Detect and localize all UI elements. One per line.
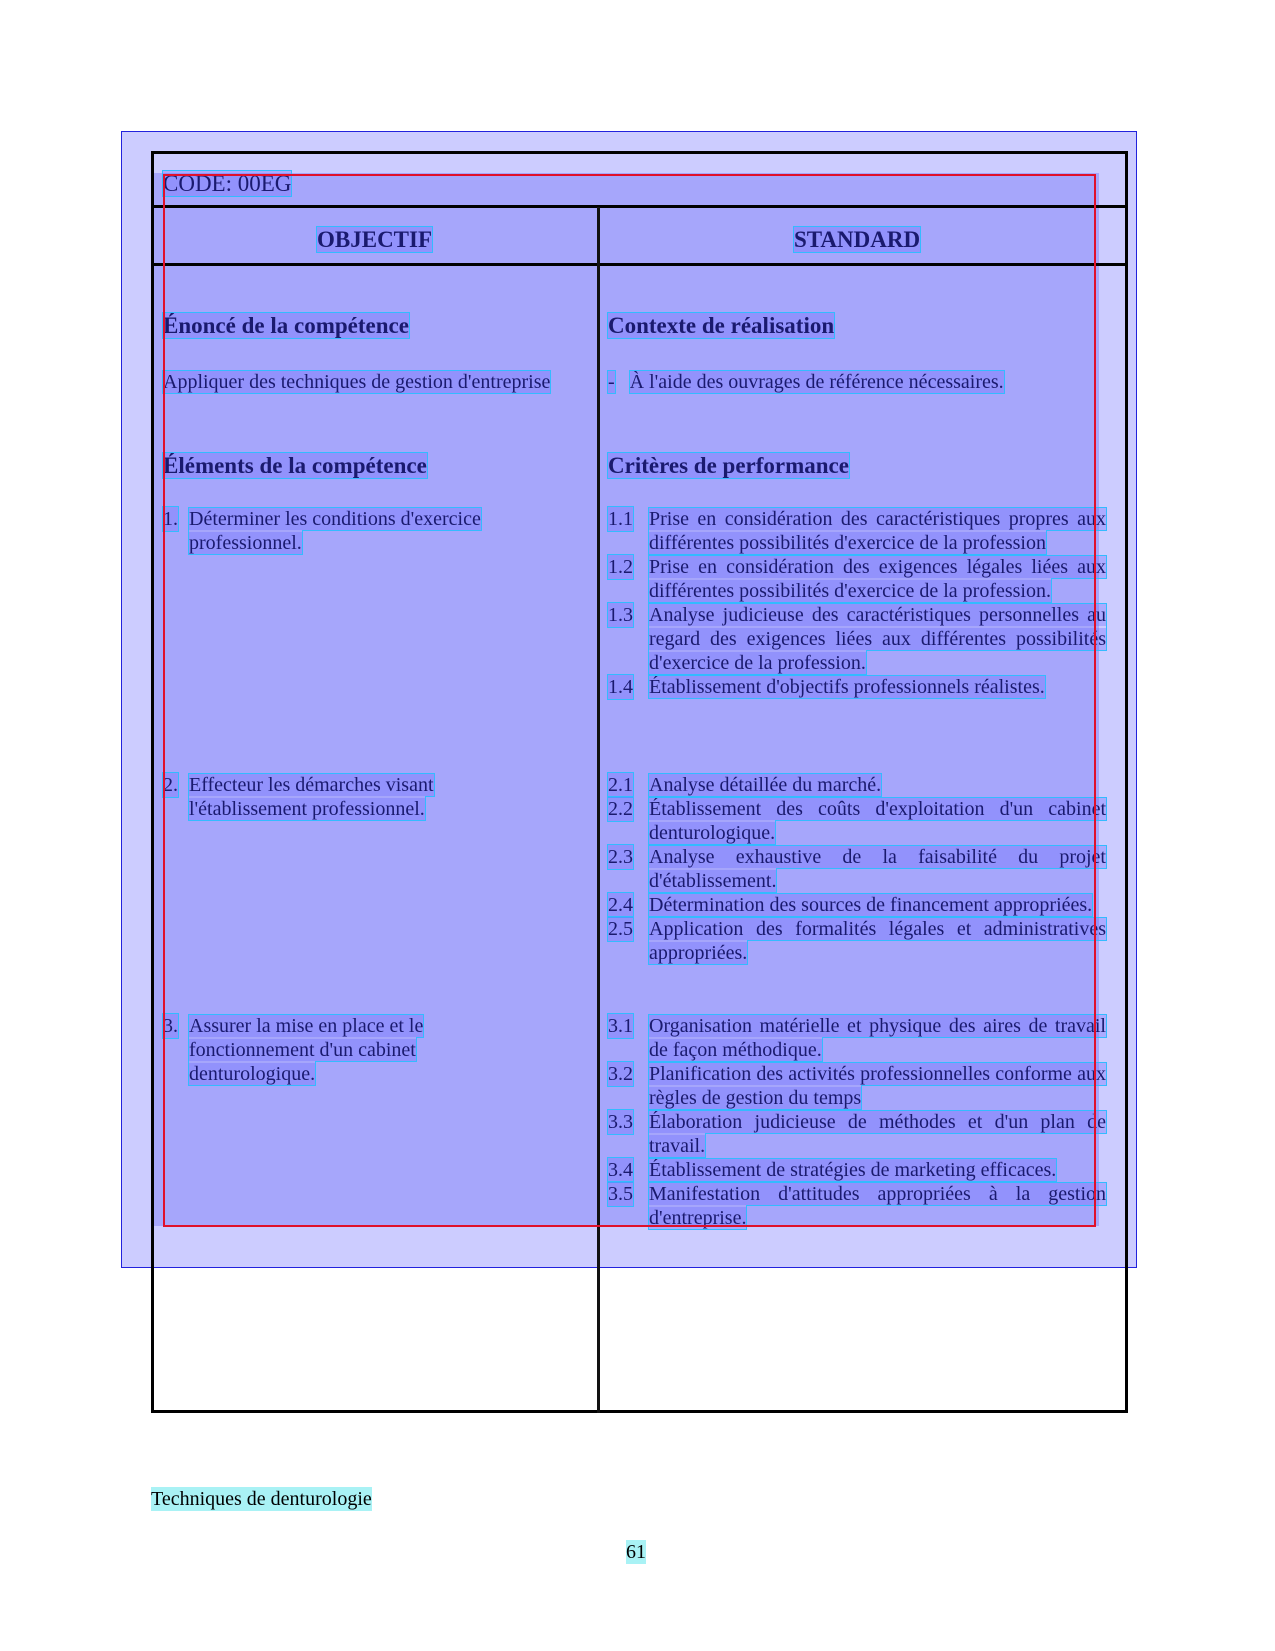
element-2: 2. Effecteur les démarches visant l'établissement professionnel. <box>163 774 434 820</box>
enonce-text: Appliquer des techniques de gestion d'entreprise <box>163 371 551 393</box>
contexte-heading: Contexte de réalisation <box>608 313 835 338</box>
criterion-2-2: 2.2 Établissement des coûts d'exploitation d'un cabinet denturologique. <box>608 798 1106 844</box>
contexte-item: - À l'aide des ouvrages de référence nécessaires. <box>608 371 1004 393</box>
enonce-heading: Énoncé de la compétence <box>163 313 409 338</box>
criterion-1-3: 1.3 Analyse judicieuse des caractéristiques personnelles au regard des exigences liées aux différentes possibilités d'exercice de la profession. <box>608 604 1106 674</box>
page-number: 61 <box>626 1541 646 1563</box>
criterion-2-1: 2.1 Analyse détaillée du marché. <box>608 774 882 796</box>
element-1: 1. Déterminer les conditions d'exercice professionnel. <box>163 508 481 554</box>
criterion-3-3: 3.3 Élaboration judicieuse de méthodes et d'un plan de travail. <box>608 1111 1106 1157</box>
footer-program-name: Techniques de denturologie <box>151 1488 372 1510</box>
criterion-2-4: 2.4 Détermination des sources de financement appropriées. <box>608 894 1093 916</box>
criterion-3-4: 3.4 Établissement de stratégies de marketing efficaces. <box>608 1159 1057 1181</box>
elements-heading: Éléments de la compétence <box>163 453 427 478</box>
highlight-frame <box>163 174 1096 1227</box>
criteres-heading: Critères de performance <box>608 453 849 478</box>
criterion-3-5: 3.5 Manifestation d'attitudes appropriées à la gestion d'entreprise. <box>608 1183 1106 1229</box>
column-header-standard: STANDARD <box>794 227 921 252</box>
criterion-1-1: 1.1 Prise en considération des caractéristiques propres aux différentes possibilités d'exercice de la profession <box>608 508 1106 554</box>
criterion-2-3: 2.3 Analyse exhaustive de la faisabilité du projet d'établissement. <box>608 846 1106 892</box>
element-3: 3. Assurer la mise en place et le fonctionnement d'un cabinet denturologique. <box>163 1015 424 1085</box>
criterion-3-1: 3.1 Organisation matérielle et physique des aires de travail de façon méthodique. <box>608 1015 1106 1061</box>
criterion-2-5: 2.5 Application des formalités légales et administratives appropriées. <box>608 918 1106 964</box>
code-label: CODE: 00EG <box>163 171 292 196</box>
criterion-1-2: 1.2 Prise en considération des exigences légales liées aux différentes possibilités d'exercice de la profession. <box>608 556 1106 602</box>
criterion-1-4: 1.4 Établissement d'objectifs professionnels réalistes. <box>608 676 1045 698</box>
column-header-objectif: OBJECTIF <box>317 227 433 252</box>
criterion-3-2: 3.2 Planification des activités professionnelles conforme aux règles de gestion du temps <box>608 1063 1106 1109</box>
